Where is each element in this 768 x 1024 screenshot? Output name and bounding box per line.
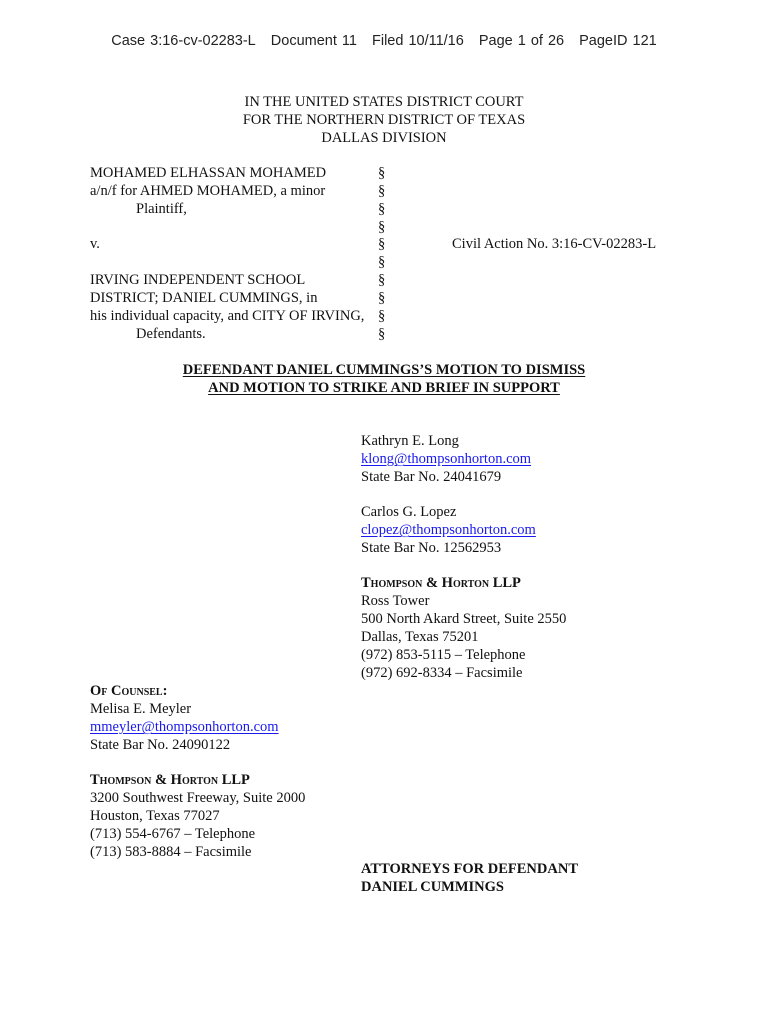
- attorneys-for-line2: DANIEL CUMMINGS: [361, 879, 504, 895]
- section-mark: §: [378, 326, 386, 342]
- defendant-line1: IRVING INDEPENDENT SCHOOL: [90, 272, 306, 288]
- section-mark: §: [378, 183, 386, 199]
- page-number: Page 1 of 26: [478, 33, 565, 49]
- of-counsel-name: Melisa E. Meyler: [90, 701, 192, 717]
- of-counsel-bar-number: State Bar No. 24090122: [90, 737, 231, 753]
- motion-title-line1: [0, 361, 768, 379]
- section-mark: §: [378, 201, 386, 217]
- attorney-name: Kathryn E. Long: [361, 433, 459, 449]
- motion-title-text1: DEFENDANT DANIEL CUMMINGS’S MOTION TO DISMISS: [182, 362, 586, 378]
- versus: v.: [90, 236, 100, 252]
- firm-street: 500 North Akard Street, Suite 2550: [361, 611, 567, 627]
- court-division: DALLAS DIVISION: [321, 130, 447, 146]
- firm-fax: (713) 583-8884 – Facsimile: [90, 844, 252, 860]
- section-mark: §: [378, 290, 386, 306]
- section-mark: §: [378, 272, 386, 288]
- motion-title-line2: [0, 379, 768, 397]
- plaintiff-name: MOHAMED ELHASSAN MOHAMED: [90, 165, 327, 181]
- document-number: Document 11: [270, 33, 357, 49]
- motion-title-text2: AND MOTION TO STRIKE AND BRIEF IN SUPPORT: [208, 380, 560, 396]
- plaintiff-label: Plaintiff,: [136, 201, 187, 217]
- of-counsel-email-link[interactable]: mmeyler@thompsonhorton.com: [90, 719, 279, 735]
- plaintiff-next-friend: a/n/f for AHMED MOHAMED, a minor: [90, 183, 326, 199]
- attorney-bar-number: State Bar No. 12562953: [361, 540, 502, 556]
- defendants-label: Defendants.: [136, 326, 206, 342]
- firm-fax: (972) 692-8334 – Facsimile: [361, 665, 523, 681]
- page-id: PageID 121: [579, 33, 657, 49]
- filed-date: Filed 10/11/16: [371, 33, 464, 49]
- firm-phone: (713) 554-6767 – Telephone: [90, 826, 256, 842]
- court-name-line2: FOR THE NORTHERN DISTRICT OF TEXAS: [242, 112, 526, 128]
- defendant-line3: his individual capacity, and CITY OF IRVING,: [90, 308, 365, 324]
- firm-phone: (972) 853-5115 – Telephone: [361, 647, 526, 663]
- of-counsel-label: Of Counsel:: [90, 683, 168, 699]
- section-mark: §: [378, 219, 386, 235]
- defendant-line2: DISTRICT; DANIEL CUMMINGS, in: [90, 290, 318, 306]
- section-mark: §: [378, 236, 386, 252]
- attorney-email-link[interactable]: clopez@thompsonhorton.com: [361, 522, 536, 538]
- firm-name: Thompson & Horton LLP: [90, 772, 250, 788]
- attorney-bar-number: State Bar No. 24041679: [361, 469, 502, 485]
- case-number: Case 3:16-cv-02283-L: [111, 33, 256, 49]
- court-name-line1: IN THE UNITED STATES DISTRICT COURT: [244, 94, 524, 110]
- section-mark: §: [378, 254, 386, 270]
- filing-header: [0, 33, 768, 49]
- firm-street: 3200 Southwest Freeway, Suite 2000: [90, 790, 306, 806]
- civil-action-number: Civil Action No. 3:16-CV-02283-L: [452, 236, 657, 252]
- attorneys-for-line1: ATTORNEYS FOR DEFENDANT: [361, 861, 578, 877]
- section-mark: §: [378, 165, 386, 181]
- firm-city: Dallas, Texas 75201: [361, 629, 479, 645]
- firm-name: Thompson & Horton LLP: [361, 575, 521, 591]
- firm-city: Houston, Texas 77027: [90, 808, 220, 824]
- section-mark: §: [378, 308, 386, 324]
- attorney-email-link[interactable]: klong@thompsonhorton.com: [361, 451, 532, 467]
- attorney-name: Carlos G. Lopez: [361, 504, 457, 520]
- firm-building: Ross Tower: [361, 593, 430, 609]
